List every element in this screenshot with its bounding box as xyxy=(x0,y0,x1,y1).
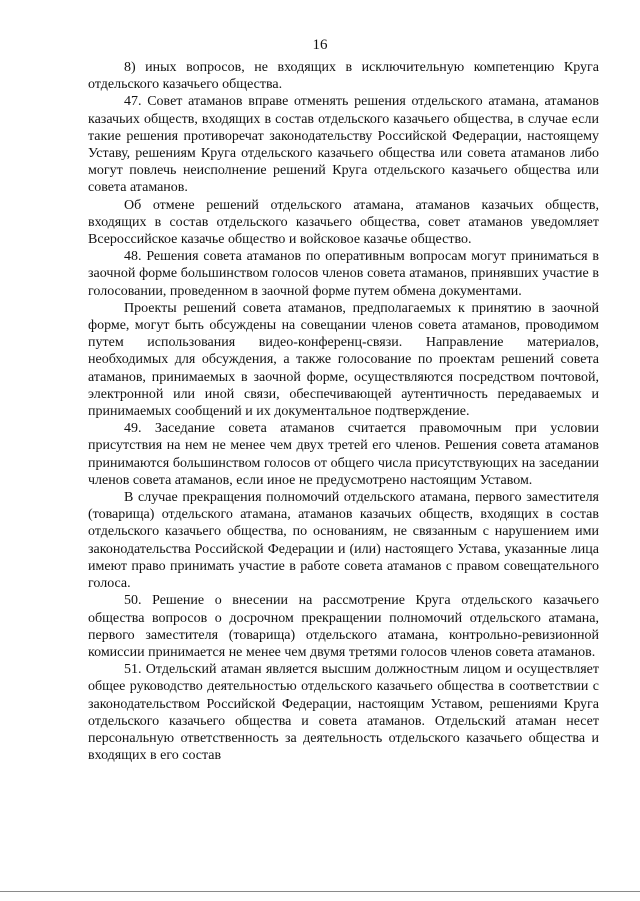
paragraph-article-50: 50. Решение о внесении на рассмотрение Круга отдельского казачьего общества вопросов о досрочном прекращении полномочий отдельского атамана, первого заместителя (товарища) отдельского атамана, контрольно-ревизионной комиссии принимается не менее чем двумя третями голосов членов совета атаманов. xyxy=(88,593,599,660)
paragraph-article-48: 48. Решения совета атаманов по оперативным вопросам могут приниматься в заочной форме большинством голосов членов совета атаманов, принявших участие в голосовании, проведенном в заочной форме путем обмена документами. xyxy=(88,249,599,299)
paragraph-article-47-notice: Об отмене решений отдельского атамана, атаманов казачьих обществ, входящих в состав отдельского казачьего общества, совет атаманов уведомляет Всероссийское казачье общество и войсковое казачье общество. xyxy=(88,197,599,248)
paragraph-article-49: 49. Заседание совета атаманов считается правомочным при условии присутствия на нем не менее чем двух третей его членов. Решения совета атаманов принимаются большинством голосов от общего числа присутствующих на заседании членов совета атаманов, если иное не предусмотрено настоящим Уставом. xyxy=(88,421,599,488)
document-body xyxy=(88,59,599,764)
paragraph-article-47: 47. Совет атаманов вправе отменять решения отдельского атамана, атаманов казачьих обществ, входящих в состав отдельского казачьего общества, в случае если такие решения противоречат законодательству Российской Федерации, настоящему Уставу, решениям Круга отдельского казачьего общества или совета атаманов либо могут повлечь неисполнение решений Круга отдельского казачьего общества или совета атаманов. xyxy=(88,94,599,196)
bottom-scan-line xyxy=(0,891,640,892)
paragraph-article-51: 51. Отдельский атаман является высшим должностным лицом и осуществляет общее руководство деятельностью отдельского казачьего общества в соответствии с законодательством Российской Федерации, настоящим Уставом, решениями Круга отдельского казачьего общества и совета атаманов. Отдельский атаман несет персональную ответственность за деятельность отдельского казачьего общества и входящих в его состав xyxy=(88,662,599,764)
paragraph-article-49-termination: В случае прекращения полномочий отдельского атамана, первого заместителя (товарища) отдельского атамана, атаманов казачьих обществ, входящих в состав отдельского казачьего общества, по основаниям, не связанным с нарушением ими законодательства Российской Федерации и (или) настоящего Устава, указанные лица имеют право принимать участие в работе совета атаманов с правом совещательного голоса. xyxy=(88,490,599,592)
paragraph-item-8: 8) иных вопросов, не входящих в исключительную компетенцию Круга отдельского казачьего общества. xyxy=(88,60,599,93)
paragraph-article-48-drafts: Проекты решений совета атаманов, предполагаемых к принятию в заочной форме, могут быть обсуждены на совещании членов совета атаманов, проводимом путем использования видео-конференц-связи. Направление материалов, необходимых для обсуждения, а также голосование по проектам решений совета атаманов, принимаемых в заочной форме, осуществляются посредством почтовой, электронной или иной связи, обеспечивающей аутентичность передаваемых и принимаемых сообщений и их документальное подтверждение. xyxy=(88,300,599,420)
page-number: 16 xyxy=(312,37,328,53)
